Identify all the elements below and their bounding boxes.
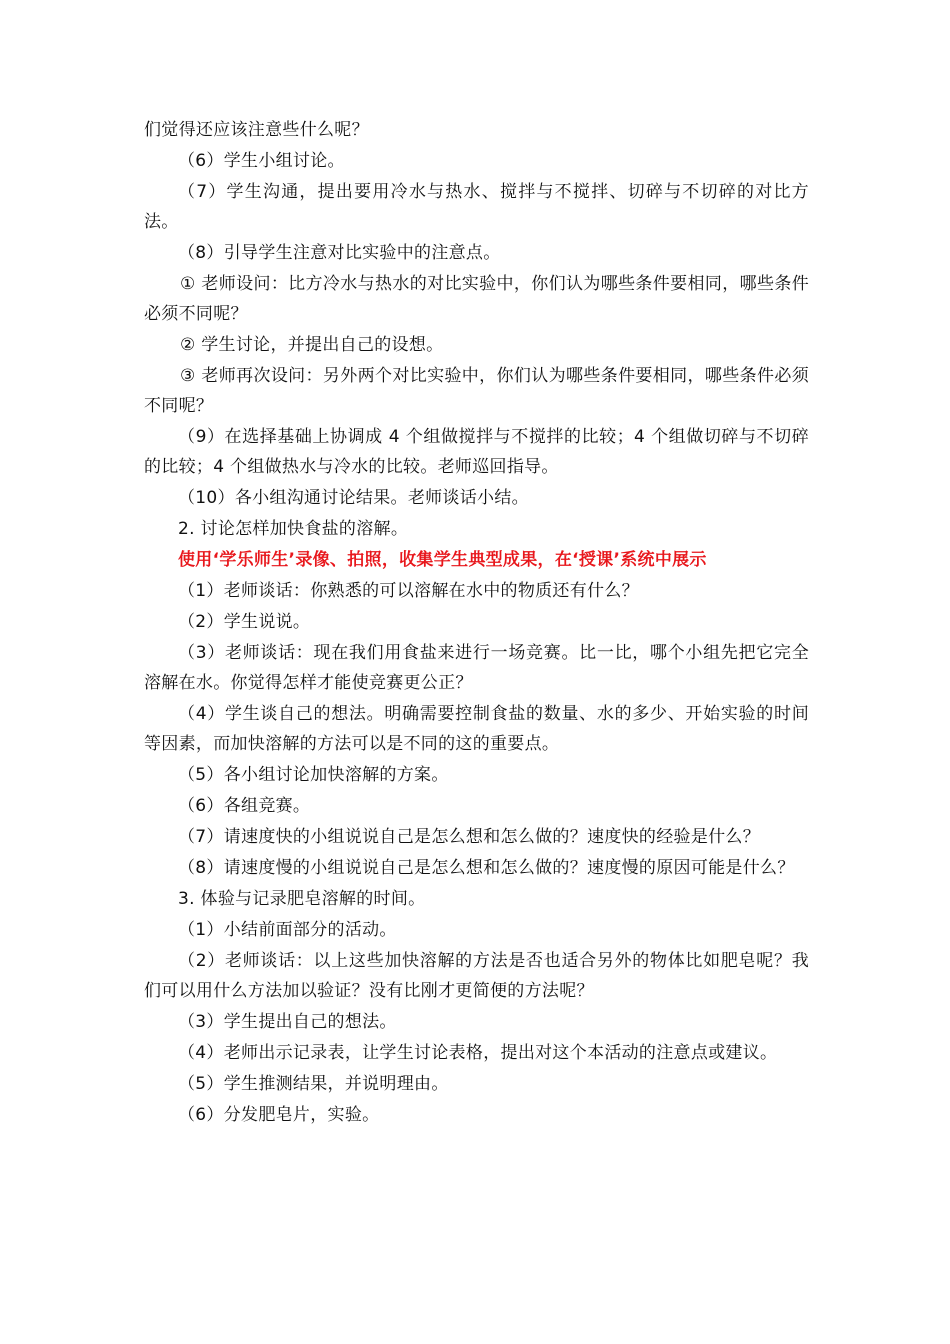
paragraph-sub-1: ① 老师设问：比方冷水与热水的对比实验中，你们认为哪些条件要相同，哪些条件必须不同呢？ — [144, 274, 809, 324]
paragraph-sub-2: ② 学生讨论，并提出自己的设想。 — [180, 335, 444, 355]
paragraph-step-7: （7）学生沟通，提出要用冷水与热水、搅拌与不搅拌、切碎与不切碎的对比方法。 — [144, 182, 809, 232]
paragraph-item-5: （5）各小组讨论加快溶解的方案。 — [178, 765, 449, 785]
paragraph-soap-6: （6）分发肥皂片，实验。 — [178, 1105, 380, 1125]
paragraph-step-10: （10）各小组沟通讨论结果。老师谈话小结。 — [178, 488, 529, 508]
paragraph-item-6: （6）各组竞赛。 — [178, 796, 311, 816]
paragraph-item-4: （4）学生谈自己的想法。明确需要控制食盐的数量、水的多少、开始实验的时间等因素，而加快溶解的方法可以是不同的这的重要点。 — [144, 704, 809, 754]
paragraph-step-8: （8）引导学生注意对比实验中的注意点。 — [178, 243, 501, 263]
paragraph-step-6: （6）学生小组讨论。 — [178, 151, 345, 171]
paragraph-continuation: 们觉得还应该注意些什么呢？ — [144, 120, 369, 140]
paragraph-step-9: （9）在选择基础上协调成 4 个组做搅拌与不搅拌的比较；4 个组做切碎与不切碎的比较；4 个组做热水与冷水的比较。老师巡回指导。 — [144, 427, 809, 477]
paragraph-item-3: （3）老师谈话：现在我们用食盐来进行一场竞赛。比一比，哪个小组先把它完全溶解在水。你觉得怎样才能使竞赛更公正？ — [144, 643, 809, 693]
paragraph-item-7: （7）请速度快的小组说说自己是怎么想和怎么做的？速度快的经验是什么？ — [178, 827, 761, 847]
section-heading-3: 3. 体验与记录肥皂溶解的时间。 — [178, 889, 426, 909]
paragraph-soap-5: （5）学生推测结果，并说明理由。 — [178, 1074, 449, 1094]
paragraph-soap-1: （1）小结前面部分的活动。 — [178, 920, 397, 940]
paragraph-soap-3: （3）学生提出自己的想法。 — [178, 1012, 397, 1032]
section-heading-2: 2. 讨论怎样加快食盐的溶解。 — [178, 519, 409, 539]
highlight-note: 使用‘学乐师生’录像、拍照，收集学生典型成果，在‘授课’系统中展示 — [178, 550, 707, 570]
paragraph-item-2: （2）学生说说。 — [178, 612, 311, 632]
paragraph-soap-2: （2）老师谈话：以上这些加快溶解的方法是否也适合另外的物体比如肥皂呢？我们可以用什么方法加以验证？没有比刚才更简便的方法呢？ — [144, 951, 809, 1001]
document-body — [144, 115, 809, 1131]
paragraph-item-1: （1）老师谈话：你熟悉的可以溶解在水中的物质还有什么？ — [178, 581, 639, 601]
paragraph-item-8: （8）请速度慢的小组说说自己是怎么想和怎么做的？速度慢的原因可能是什么？ — [178, 858, 795, 878]
paragraph-soap-4: （4）老师出示记录表，让学生讨论表格，提出对这个本活动的注意点或建议。 — [178, 1043, 778, 1063]
paragraph-sub-3: ③ 老师再次设问：另外两个对比实验中，你们认为哪些条件要相同，哪些条件必须不同呢？ — [144, 366, 809, 416]
